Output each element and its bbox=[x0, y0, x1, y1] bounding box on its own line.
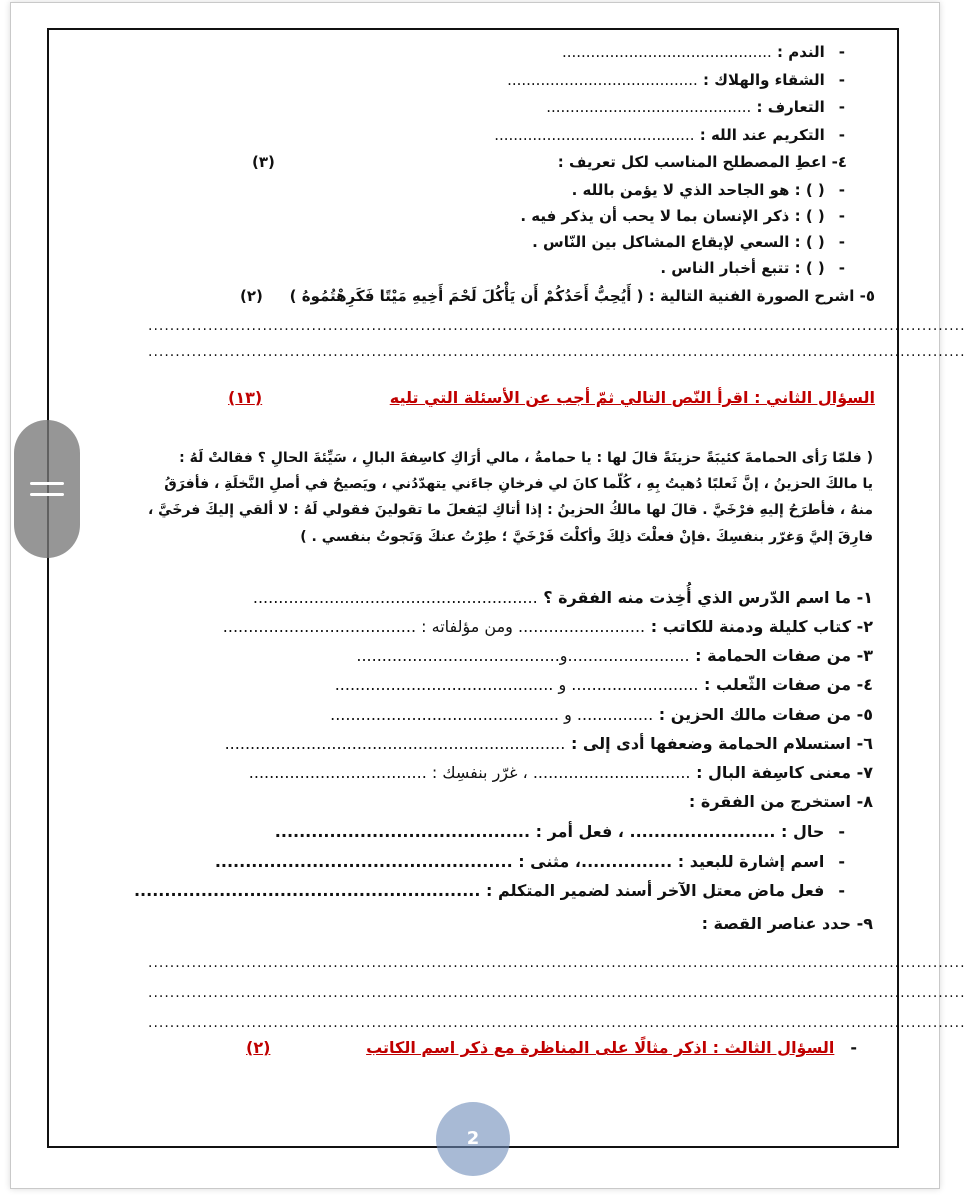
page-number-badge: 2 bbox=[436, 1102, 510, 1176]
extract-item-3: -فعل ماض معتل الآخر أسند لضمير المتكلم : ......................................................... bbox=[133, 881, 845, 900]
answer-line-2: ...................................................................................................................................................... bbox=[148, 344, 966, 360]
sub-question-4: ٤- من صفات الثّعلب : ......................... و ........................................... bbox=[334, 675, 873, 694]
answer-line-1: ...................................................................................................................................................... bbox=[148, 318, 966, 334]
item-takreem: -التكريم عند الله : .......................................... bbox=[494, 126, 845, 144]
answer-line-4: ...................................................................................................................................................... bbox=[148, 985, 966, 1001]
question-5-marks: (٢) bbox=[240, 287, 263, 305]
item-nadam: -الندم : ............................................ bbox=[561, 43, 845, 61]
extract-item-2: -اسم إشارة للبعيد : ...............، مثنى : ................................................. bbox=[214, 852, 845, 871]
item-taaruf: -التعارف : ........................................... bbox=[546, 98, 845, 116]
sub-question-6: ٦- استسلام الحمامة وضعفها أدى إلى : ................................................................... bbox=[224, 734, 873, 753]
sub-question-3: ٣- من صفات الحمامة : ........................و........................................ bbox=[356, 646, 873, 665]
handle-grip-line-top bbox=[30, 482, 64, 485]
question-3-marks: (٢) bbox=[246, 1038, 271, 1057]
question-3-heading: -السؤال الثالث : اذكر مثالًا على المناظرة مع ذكر اسم الكاتب bbox=[366, 1038, 857, 1057]
sub-question-5: ٥- من صفات مالك الحزين : ............... و ............................................. bbox=[330, 705, 873, 724]
question-4: ٤- اعطِ المصطلح المناسب لكل تعريف : bbox=[557, 153, 847, 171]
definition-3: -( ) : السعي لإيقاع المشاكل بين النّاس . bbox=[532, 233, 845, 251]
question-2-heading: السؤال الثاني : اقرأ النّص التالي ثمّ أجب عن الأسئلة التي تليه bbox=[389, 388, 875, 407]
passage-line-2: يا مالكَ الحزينُ ، إنَّ ثَعلبًا دُهيتُ بِهِ ، كُلّما كانَ لي فرخانِ جاءَني يتهدّدُني ، ويَصيحُ في أصلِ النَّخلَةِ ، فأفرَقُ bbox=[164, 476, 873, 492]
sub-question-9: ٩- حدد عناصر القصة : bbox=[701, 914, 873, 933]
sub-question-2: ٢- كتاب كليلة ودمنة للكاتب : ......................... ومن مؤلفاته : ...................................... bbox=[222, 617, 873, 636]
question-2-marks: (١٣) bbox=[228, 388, 263, 407]
passage-line-4: فارِقَ إليَّ وَغرّر بنفسِكَ .فإنْ فعلْتَ ذلِكَ وأكلْتَ فَرْخَيَّ ؛ طِرْتُ عنكَ وَنَجوتُ بنفسي . ) bbox=[300, 529, 873, 545]
answer-line-3: ...................................................................................................................................................... bbox=[148, 955, 966, 971]
sub-question-1: ١- ما اسم الدّرس الذي أُخِذت منه الفقرة ؟ ........................................................ bbox=[252, 588, 873, 607]
answer-line-5: ...................................................................................................................................................... bbox=[148, 1015, 966, 1031]
extract-item-1: -حال : ........................ ، فعل أمر : .......................................... bbox=[274, 822, 845, 841]
scroll-handle[interactable] bbox=[14, 420, 80, 558]
definition-2: -( ) : ذكر الإنسان بما لا يحب أن يذكر فيه . bbox=[520, 207, 845, 225]
question-5: ٥- اشرح الصورة الفنية التالية : ( أَيُحِبُّ أَحَدُكُمْ أَن يَأْكُلَ لَحْمَ أَخِيهِ مَيْتًا فَكَرِهْتُمُوهُ ) bbox=[289, 287, 875, 305]
sub-question-8: ٨- استخرج من الفقرة : bbox=[688, 792, 873, 811]
question-4-marks: (٣) bbox=[252, 153, 275, 171]
item-shaqaa: -الشقاء والهلاك : ........................................ bbox=[507, 71, 845, 89]
handle-grip-line-bottom bbox=[30, 493, 64, 496]
sub-question-7: ٧- معنى كاسِفة البال : ............................... ، غرّر بنفسِك : ................................... bbox=[248, 763, 873, 782]
definition-1: -( ) : هو الجاحد الذي لا يؤمن بالله . bbox=[571, 181, 845, 199]
passage-line-3: منهُ ، فأطرَحُ إليهِ فرْخَيَّ . قالَ لها مالكُ الحزينُ : إذا أتاكِ ليَفعلَ ما تقولينَ فقولي لَهُ : لا ألقي إليكَ فرخَيَّ ، bbox=[147, 502, 873, 518]
definition-4: -( ) : تتبع أخبار الناس . bbox=[660, 259, 845, 277]
passage-line-1: ( فلمّا رَأى الحمامةَ كئيبَةً حزينَةً قالَ لها : يا حمامةُ ، مالي أرَاكِ كاسِفةَ البالِ ، سَيِّئةَ الحالِ ؟ فقالتْ لَهُ : bbox=[179, 450, 873, 466]
